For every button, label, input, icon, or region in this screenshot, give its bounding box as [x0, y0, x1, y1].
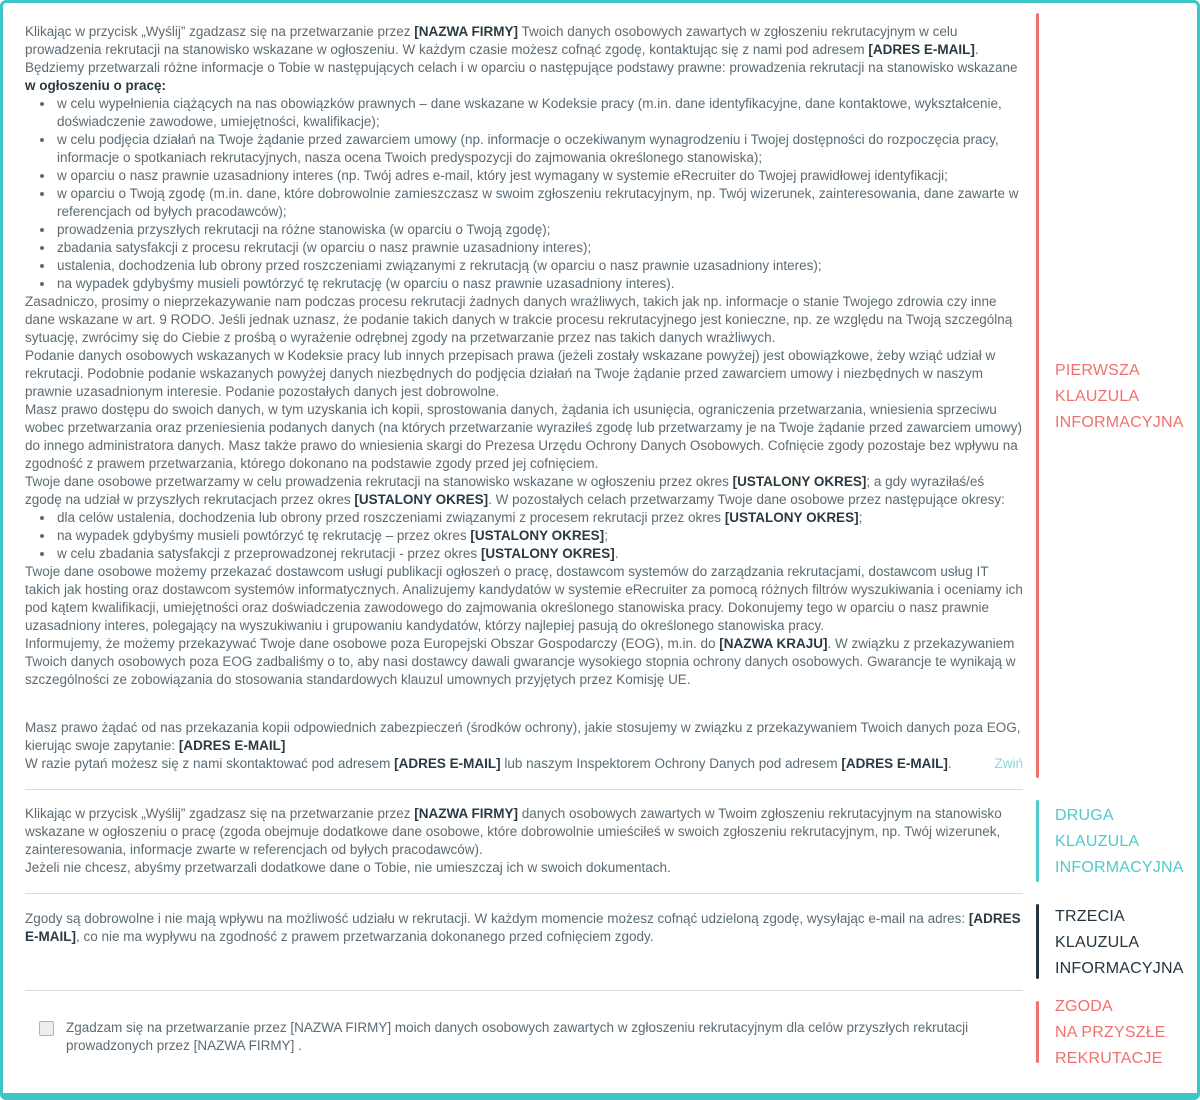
paragraph: Zasadniczo, prosimy o nieprzekazywanie nam podczas procesu rekrutacji żadnych danych wrażliwych, takich jak np. informacje o stanie Twojego zdrowia czy inne dane wskazane w art. 9 RODO. Jeśli jednak uznasz, że podanie takich danych w trakcie procesu rekrutacyjnego jest konieczne, np. ze względu na Twoją szczególną sytuację, zwrócimy się do Ciebie z prośbą o wyrażenie odrębnej zgody na przetwarzanie przez nas takich danych wrażliwych. [25, 294, 1013, 345]
third-clause-label [1055, 894, 1189, 991]
bullet-item: • w celu podjęcia działań na Twoje żądanie przed zawarciem umowy (np. informacje o oczekiwanym wynagrodzeniu i Twojej dostępności do rozpoczęcia pracy, informacje o spotkaniach rekrutacyjnych, nasza ocena Twoich predyspozycji do zajmowania określonego stanowiska); [55, 131, 1023, 167]
section-label-line: KLAUZULA [1055, 833, 1140, 850]
second-clause-accent-line [1036, 800, 1039, 882]
paragraph: Jeżeli nie chcesz, abyśmy przetwarzali dodatkowe dane o Tobie, nie umieszczaj ich w swoich dokumentach. [25, 860, 671, 875]
first-information-clause-section [25, 3, 1189, 790]
bullet-item: • w oparciu o Twoją zgodę (m.in. dane, które dobrowolnie zamieszczasz w swoim zgłoszeniu rekrutacyjnym, np. Twój wizerunek, zainteresowania, dane zawarte w referencjach od byłych pracodawców); [55, 185, 1023, 221]
third-clause-text [25, 894, 1023, 991]
bullet-item: • na wypadek gdybyśmy musieli powtórzyć tę rekrutację – przez okres [USTALONY OKRES]; [55, 527, 1023, 545]
bullet-item: • w celu zbadania satysfakcji z przeprowadzonej rekrutacji - przez okres [USTALONY OKRES]. [55, 545, 1023, 563]
second-clause-label [1055, 790, 1189, 894]
bullet-list [25, 95, 1023, 293]
paragraph: Klikając w przycisk „Wyślij” zgadzasz się na przetwarzanie przez [NAZWA FIRMY] danych osobowych zawartych w Twoim zgłoszeniu rekrutacyjnym na stanowisko wskazane w ogłoszeniu o pracę (zgoda obejmuje dodatkowe dane osobowe, które dobrowolnie umieściłeś w swoich zgłoszeniu rekrutacyjnym, np. Twój wizerunek, zainteresowania, informacje zwarte w referencjach od byłych pracodawców). [25, 806, 1002, 857]
paragraph: Zgody są dobrowolne i nie mają wpływu na możliwość udziału w rekrutacji. W każdym momencie możesz cofnąć udzieloną zgodę, wysyłając e-mail na adres: [ADRES E-MAIL], co nie ma wypływu na zgodność z prawem przetwarzania dokonanego przed cofnięciem zgody. [25, 911, 1021, 944]
paragraph: Masz prawo żądać od nas przekazania kopii odpowiednich zabezpieczeń (środków ochrony), jakie stosujemy w związku z przekazywaniem Twoich danych poza EOG, kierując swoje zapytanie: [ADRES E-MAIL] [25, 720, 1021, 753]
section-label-line: INFORMACYJNA [1055, 959, 1184, 977]
paragraph: Będziemy przetwarzali różne informacje o Tobie w następujących celach i w oparciu o następujące podstawy prawne: prowadzenia rekrutacji na stanowisko wskazane w ogłoszeniu o pracę: [25, 60, 1018, 93]
paragraph: W razie pytań możesz się z nami skontaktować pod adresem [ADRES E-MAIL] lub naszym Inspektorem Ochrony Danych pod adresem [ADRES E-MAIL]. [25, 756, 952, 771]
paragraph: Informujemy, że możemy przekazywać Twoje dane osobowe poza Europejski Obszar Gospodarczy (EOG), m.in. do [NAZWA KRAJU]. W związku z przekazywaniem Twoich danych osobowych poza EOG zadbaliśmy o to, aby nasi dostawcy dawali gwarancje wysokiego stopnia ochrony danych osobowych. Gwarancje te wynikają w szczególności ze zobowiązania do stosowania standardowych klauzul umownych przyjętych przez Komisję UE. [25, 636, 1016, 687]
spacer [25, 689, 1023, 719]
section-label-line: ZGODA [1055, 998, 1113, 1015]
section-label-line: KLAUZULA [1055, 387, 1140, 405]
paragraph: Klikając w przycisk „Wyślij” zgadzasz się na przetwarzanie przez [NAZWA FIRMY] Twoich danych osobowych zawartych w zgłoszeniu rekrutacyjnym w celu prowadzenia rekrutacji na stanowisko wskazane w ogłoszeniu. W każdym czasie możesz cofnąć zgodę, kontaktując się z nami pod adresem [ADRES E-MAIL]. [25, 24, 979, 57]
section-label-line: PIERWSZA [1055, 361, 1140, 379]
paragraph: Masz prawo dostępu do swoich danych, w tym uzyskania ich kopii, sprostowania danych, żądania ich usunięcia, ograniczenia przetwarzania, wniesienia sprzeciwu wobec przetwarzania oraz przeniesienia podanych danych (na których przetwarzanie wyraziłeś zgodę lub przetwarzamy je na Twoje żądanie przed zawarciem umowy) do innego administratora danych. Masz także prawo do wniesienia skargi do Prezesa Urzędu Ochrony Danych Osobowych. Cofnięcie zgody pozostaje bez wpływu na zgodność z prawem przetwarzania, którego dokonano na podstawie zgody przed jej cofnięciem. [25, 402, 1022, 471]
paragraph: Twoje dane osobowe przetwarzamy w celu prowadzenia rekrutacji na stanowisko wskazane w ogłoszeniu przez okres [USTALONY OKRES]; a gdy wyraziłaś/eś zgodę na udział w przyszłych rekrutacjach przez okres [USTALONY OKRES]. W pozostałych celach przetwarzamy Twoje dane osobowe przez następujące okresy: [25, 474, 1005, 507]
second-clause-text [25, 790, 1023, 894]
consent-text-area [25, 991, 1023, 1075]
third-clause-blocks [25, 910, 1023, 946]
consent-row [25, 1019, 1023, 1055]
first-clause-accent-line [1036, 13, 1039, 778]
first-clause-label [1055, 3, 1189, 790]
third-information-clause-section [25, 894, 1189, 991]
paragraph: Twoje dane osobowe możemy przekazać dostawcom usługi publikacji ogłoszeń o pracę, dostawcom systemów do zarządzania rekrutacjami, dostawcom usług IT takich jak hosting oraz dostawcom systemów informatycznych. Analizujemy kandydatów w systemie eRecruiter za pomocą różnych filtrów wyszukiwania i oceniamy ich pod kątem kwalifikacji, umiejętności oraz doświadczenia zawodowego do zajmowania określonego stanowiska pracy. Dokonujemy tego w oparciu o nasz prawnie uzasadniony interes, polegający na wyszukiwaniu i grupowaniu kandydatów, którzy najlepiej pasują do określonego stanowiska pracy. [25, 564, 1023, 633]
first-clause-blocks [25, 23, 1023, 773]
consent-blocks [66, 1019, 1023, 1055]
paragraph: Zgadzam się na przetwarzanie przez [NAZWA FIRMY] moich danych osobowych zawartych w zgłoszeniu rekrutacyjnym dla celów przyszłych rekrutacji prowadzonych przez [NAZWA FIRMY] . [66, 1020, 969, 1053]
first-clause-text [25, 3, 1023, 790]
bullet-item: • w celu wypełnienia ciążących na nas obowiązków prawnych – dane wskazane w Kodeksie pracy (m.in. dane identyfikacyjne, dane kontaktowe, wykształcenie, doświadczenie zawodowe, umiejętności, kwalifikacje); [55, 95, 1023, 131]
consent-accent-line [1036, 1001, 1039, 1063]
future-recruitments-checkbox[interactable] [39, 1021, 54, 1036]
section-label-line: INFORMACYJNA [1055, 413, 1184, 431]
second-clause-blocks [25, 805, 1023, 877]
bullet-item: • zbadania satysfakcji z procesu rekrutacji (w oparciu o nasz prawnie uzasadniony interes); [55, 239, 1023, 257]
section-label-line: TRZECIA [1055, 907, 1125, 925]
paragraph: Podanie danych osobowych wskazanych w Kodeksie pracy lub innych przepisach prawa (jeżeli zostały wskazane powyżej) jest obowiązkowe, żeby wziąć udział w rekrutacji. Podobnie podanie wskazanych powyżej danych niezbędnych do podjęcia działań na Twoje żądanie przed zawarciem umowy i niezbędnych w naszym prawnie uzasadnionym interesie. Podanie pozostałych danych jest dobrowolne. [25, 348, 996, 399]
bullet-item: • ustalenia, dochodzenia lub obrony przed roszczeniami związanymi z rekrutacją (w oparciu o nasz prawnie uzasadniony interes); [55, 257, 1023, 275]
section-label-line: DRUGA [1055, 807, 1114, 824]
section-label-line: REKRUTACJE [1055, 1050, 1163, 1067]
bullet-item: • na wypadek gdybyśmy musieli powtórzyć tę rekrutację (w oparciu o nasz prawnie uzasadniony interes). [55, 275, 1023, 293]
future-recruitment-consent-section [25, 991, 1189, 1075]
second-information-clause-section [25, 790, 1189, 894]
third-clause-accent-line [1036, 904, 1039, 979]
bullet-item: • prowadzenia przyszłych rekrutacji na różne stanowiska (w oparciu o Twoją zgodę); [55, 221, 1023, 239]
collapse-link[interactable]: Zwiń [994, 756, 1023, 771]
section-label-line: KLAUZULA [1055, 933, 1140, 951]
consent-label [1055, 991, 1189, 1075]
bullet-item: • w oparciu o nasz prawnie uzasadniony interes (np. Twój adres e-mail, który jest wymagany w systemie eRecruiter do Twojej prawidłowej identyfikacji; [55, 167, 1023, 185]
bullet-item: • dla celów ustalenia, dochodzenia lub obrony przed roszczeniami związanymi z procesem rekrutacji przez okres [USTALONY OKRES]; [55, 509, 1023, 527]
section-label-line: INFORMACYJNA [1055, 859, 1184, 876]
bullet-list [25, 509, 1023, 563]
section-label-line: NA PRZYSZŁE [1055, 1024, 1166, 1041]
